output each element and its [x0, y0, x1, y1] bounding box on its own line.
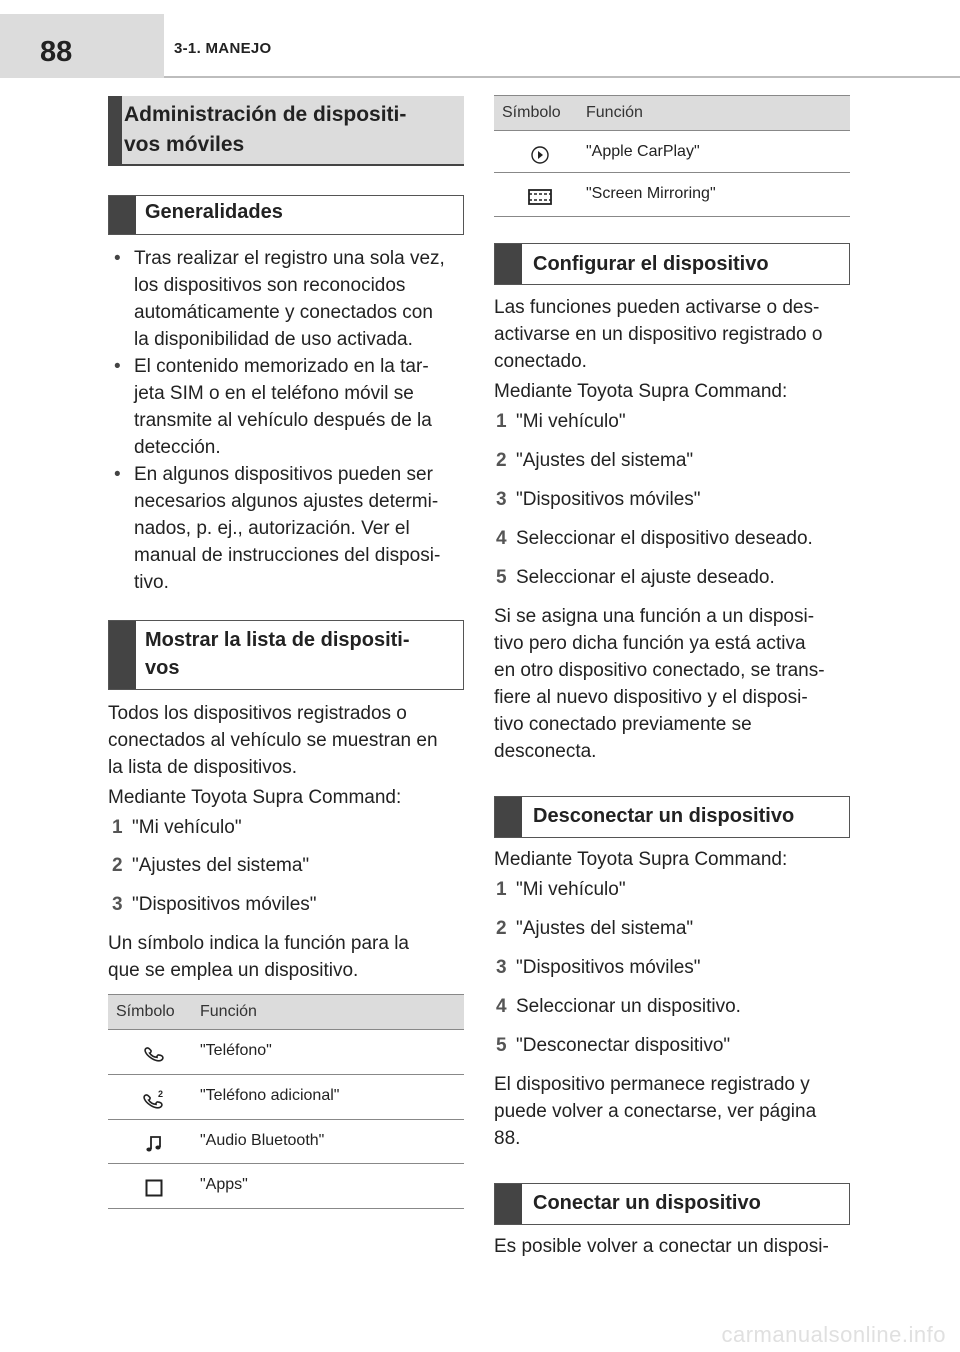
heading-line: Mostrar la lista de dispositi-: [145, 629, 410, 651]
music-note-icon: [144, 1134, 164, 1159]
symbol-cell: [108, 1120, 200, 1164]
bullet-line: • En algunos dispositivos pueden ser: [134, 464, 433, 485]
step-text: "Dispositivos móviles": [132, 894, 317, 915]
symbol-intro: [108, 930, 464, 984]
screen-mirroring-icon: [527, 187, 553, 212]
section-heading-desconectar: [494, 796, 850, 838]
text-line: tivo pero dicha función ya está activa: [494, 633, 806, 654]
table-row: [494, 131, 850, 173]
table-row: [108, 1120, 464, 1164]
phone-icon: [144, 1044, 164, 1069]
column-header-symbol: Símbolo: [108, 995, 200, 1030]
bullet-item: [108, 353, 464, 461]
bullet-item: [108, 245, 464, 353]
step-number: 5: [496, 567, 507, 588]
step-number: 4: [496, 528, 507, 549]
chapter-title: 3-1. MANEJO: [174, 40, 272, 57]
bullet-line: automáticamente y conectados con: [134, 302, 433, 323]
text-line: El dispositivo permanece registrado y: [494, 1074, 810, 1095]
bullet-line: detección.: [134, 437, 221, 458]
text-line: que se emplea un dispositivo.: [108, 960, 359, 981]
text-line: puede volver a conectarse, ver página: [494, 1101, 817, 1122]
step-number: 3: [112, 894, 123, 915]
function-text: "Audio Bluetooth": [200, 1132, 325, 1149]
step-text: "Ajustes del sistema": [132, 855, 310, 876]
table-row: [494, 173, 850, 217]
symbol-table-continued: [494, 95, 850, 217]
text-line: Las funciones pueden activarse o des-: [494, 297, 820, 318]
text-line: 88.: [494, 1128, 521, 1149]
column-header-function: Función: [200, 995, 464, 1030]
function-text: "Apple CarPlay": [586, 143, 700, 160]
step-item: [496, 955, 701, 981]
function-cell: [200, 1075, 464, 1120]
step-text: "Dispositivos móviles": [516, 957, 701, 978]
step-number: 4: [496, 996, 507, 1017]
table-header-row: [494, 96, 850, 131]
main-heading-text: [124, 100, 454, 160]
step-number: 3: [496, 957, 507, 978]
command-label: Mediante Toyota Supra Command:: [494, 381, 788, 402]
text-line: fiere al nuevo dispositivo y el disposi-: [494, 687, 808, 708]
text-line: activarse en un dispositivo registrado o: [494, 324, 823, 345]
bullet-line: nados, p. ej., autorización. Ver el: [134, 518, 410, 539]
section-heading-text: Configurar el dispositivo: [533, 253, 769, 275]
header-divider: [164, 76, 960, 78]
heading-bar: [108, 96, 122, 164]
step-number: 1: [496, 879, 507, 900]
symbol-cell: [494, 131, 586, 173]
bullet-line: la disponibilidad de uso activada.: [134, 329, 413, 350]
function-text: "Teléfono": [200, 1042, 272, 1059]
table-row: [108, 1164, 464, 1209]
function-cell: [200, 1164, 464, 1209]
conectar-intro: Es posible volver a conectar un disposi-: [494, 1236, 829, 1257]
text-line: conectados al vehículo se muestran en: [108, 730, 438, 751]
bullet-line: jeta SIM o en el teléfono móvil se: [134, 383, 414, 404]
text-line: conectado.: [494, 351, 587, 372]
text-line: Un símbolo indica la función para la: [108, 933, 410, 954]
bullet-line: necesarios algunos ajustes determi-: [134, 491, 439, 512]
column-header-symbol: Símbolo: [494, 96, 586, 131]
function-cell: [586, 173, 850, 217]
heading-bar: [495, 797, 522, 837]
page-number: 88: [40, 36, 73, 68]
symbol-cell: [108, 1075, 200, 1120]
section-heading-text: Generalidades: [145, 201, 283, 223]
step-item: [496, 448, 693, 474]
step-number: 1: [112, 817, 123, 838]
step-item: [496, 565, 775, 591]
bullet-line: transmite al vehículo después de la: [134, 410, 432, 431]
main-heading-line-1: Administración de dispositi-: [124, 103, 407, 126]
table-header-row: [108, 995, 464, 1030]
bullet-line: manual de instrucciones del disposi-: [134, 545, 441, 566]
table-row: [108, 1075, 464, 1120]
step-item: [112, 892, 317, 918]
symbol-table: [108, 994, 464, 1209]
bullet-item: [108, 461, 464, 596]
heading-bar: [495, 244, 522, 284]
step-item: [496, 916, 693, 942]
page-number-box: [0, 14, 164, 78]
section-heading-text: Conectar un dispositivo: [533, 1192, 761, 1214]
step-number: 1: [496, 411, 507, 432]
step-text: Seleccionar el dispositivo deseado.: [516, 528, 813, 549]
step-number: 5: [496, 1035, 507, 1056]
step-text: "Dispositivos móviles": [516, 489, 701, 510]
phone-additional-icon: [143, 1089, 165, 1116]
step-item: [496, 487, 701, 513]
text-line: Todos los dispositivos registrados o: [108, 703, 407, 724]
step-item: [496, 877, 626, 903]
heading-line: vos: [145, 657, 180, 679]
section-heading-text: Desconectar un dispositivo: [533, 805, 795, 827]
bullet-line: tivo.: [134, 572, 169, 593]
text-line: en otro dispositivo conectado, se trans-: [494, 660, 825, 681]
step-text: "Ajustes del sistema": [516, 450, 694, 471]
main-heading-line-2: vos móviles: [124, 133, 245, 156]
column-header-function: Función: [586, 96, 850, 131]
heading-bar: [109, 196, 136, 234]
symbol-cell: [108, 1030, 200, 1075]
text-line: tivo conectado previamente se: [494, 714, 752, 735]
section-heading-configurar: [494, 243, 850, 285]
step-item: [496, 1033, 730, 1059]
text-line: Si se asigna una función a un disposi-: [494, 606, 815, 627]
main-heading: [108, 96, 464, 166]
step-text: "Mi vehículo": [132, 817, 242, 838]
text-line: desconecta.: [494, 741, 597, 762]
step-number: 2: [112, 855, 123, 876]
step-number: 2: [496, 918, 507, 939]
configurar-note: [494, 603, 850, 765]
step-item: [112, 853, 309, 879]
step-item: [496, 994, 741, 1020]
square-apps-icon: [144, 1178, 164, 1203]
step-item: [112, 815, 242, 841]
configurar-intro: [494, 294, 850, 375]
step-text: "Desconectar dispositivo": [516, 1035, 731, 1056]
step-text: Seleccionar un dispositivo.: [516, 996, 741, 1017]
table-row: [108, 1030, 464, 1075]
step-item: [496, 409, 626, 435]
step-text: Seleccionar el ajuste deseado.: [516, 567, 775, 588]
step-text: "Mi vehículo": [516, 879, 626, 900]
bullet-line: • El contenido memorizado en la tar-: [134, 356, 429, 377]
function-cell: [200, 1030, 464, 1075]
symbol-cell: [494, 173, 586, 217]
function-cell: [586, 131, 850, 173]
section-heading-text: [145, 626, 457, 682]
page-header: [0, 0, 960, 78]
bullet-line: los dispositivos son reconocidos: [134, 275, 406, 296]
generalidades-bullets: [108, 245, 464, 596]
svg-text:2: 2: [158, 1089, 164, 1099]
heading-bar: [495, 1184, 522, 1224]
section-heading-mostrar-lista: [108, 620, 464, 690]
function-text: "Screen Mirroring": [586, 185, 716, 202]
command-label: Mediante Toyota Supra Command:: [494, 849, 788, 870]
section-heading-generalidades: [108, 195, 464, 235]
step-text: "Mi vehículo": [516, 411, 626, 432]
heading-bar: [109, 621, 136, 689]
function-text: "Apps": [200, 1176, 248, 1193]
device-list-intro: [108, 700, 464, 781]
bullet-line: • Tras realizar el registro una sola vez,: [134, 248, 445, 269]
text-line: la lista de dispositivos.: [108, 757, 298, 778]
step-text: "Ajustes del sistema": [516, 918, 694, 939]
step-item: [496, 526, 813, 552]
function-text: "Teléfono adicional": [200, 1087, 340, 1104]
command-label: Mediante Toyota Supra Command:: [108, 787, 402, 808]
section-heading-conectar: [494, 1183, 850, 1225]
function-cell: [200, 1120, 464, 1164]
watermark: carmanualsonline.info: [721, 1322, 946, 1347]
desconectar-note: [494, 1071, 850, 1152]
symbol-cell: [108, 1164, 200, 1209]
play-circle-icon: [530, 145, 550, 170]
step-number: 2: [496, 450, 507, 471]
step-number: 3: [496, 489, 507, 510]
